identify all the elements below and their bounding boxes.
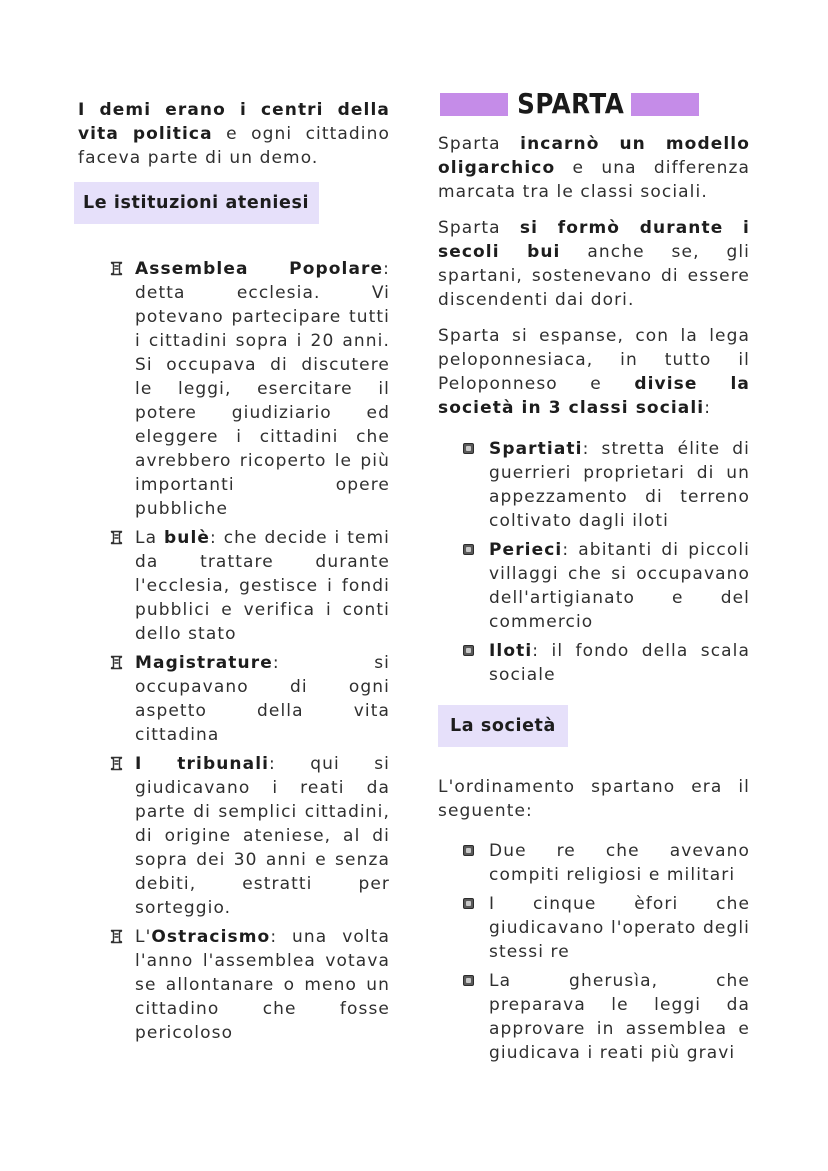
list-item-bule: La bulè: che decide i temi da trattare durante l'ecclesia, gestisce i fondi pubblici e verifica i conti dello stato <box>135 526 390 646</box>
scroll-icon <box>110 530 123 545</box>
left-column <box>78 98 390 1050</box>
heading-istituzioni-ateniesi: Le istituzioni ateniesi <box>74 182 319 224</box>
list-item-tribunali: I tribunali: qui si giudicavano i reati da parte di semplici cittadini, di origine ateniese, al di sopra dei 30 anni e senza debiti, estratti per sorteggio. <box>135 752 390 920</box>
scroll-icon <box>110 655 123 670</box>
paragraph-ordinamento: L'ordinamento spartano era il seguente: <box>438 777 750 821</box>
scroll-icon <box>110 756 123 771</box>
square-bullet-icon <box>463 544 474 555</box>
sparta-title-banner <box>438 86 750 124</box>
list-item-iloti: Iloti: il fondo della scala sociale <box>489 639 750 687</box>
ordinamento-list <box>438 839 750 1065</box>
demi-intro: I demi erano i centri della vita politica e ogni cittadino faceva parte di un demo. <box>78 100 390 168</box>
istituzioni-list <box>78 257 390 1045</box>
heading-la-societa: La società <box>438 705 568 747</box>
paragraph-espansione: Sparta si espanse, con la lega peloponnesiaca, in tutto il Peloponneso e divise la società in 3 classi sociali: <box>438 326 751 418</box>
title-bar-right <box>631 93 699 116</box>
title-bar-left <box>440 93 508 116</box>
list-item-efori: I cinque èfori che giudicavano l'operato degli stessi re <box>489 892 750 964</box>
list-item-gherusia: La gherusìa, che preparava le leggi da approvare in assemblea e giudicava i reati più gravi <box>489 969 750 1065</box>
list-item-perieci: Perieci: abitanti di piccoli villaggi che si occupavano dell'artigianato e del commercio <box>489 538 750 634</box>
square-bullet-icon <box>463 443 474 454</box>
square-bullet-icon <box>463 975 474 986</box>
list-item-due-re: Due re che avevano compiti religiosi e militari <box>489 839 750 887</box>
classi-sociali-list <box>438 437 750 687</box>
square-bullet-icon <box>463 645 474 656</box>
scroll-icon <box>110 929 123 944</box>
page-title: SPARTA <box>517 87 625 120</box>
paragraph-secoli-bui: Sparta si formò durante i secoli bui anche se, gli spartani, sostenevano di essere discendenti dai dori. <box>438 218 751 310</box>
scroll-icon <box>110 261 123 276</box>
square-bullet-icon <box>463 845 474 856</box>
square-bullet-icon <box>463 898 474 909</box>
list-item-ostracismo: L'Ostracismo: una volta l'anno l'assemblea votava se allontanare o meno un cittadino che fosse pericoloso <box>135 925 390 1045</box>
list-item-magistrature: Magistrature: si occupavano di ogni aspetto della vita cittadina <box>135 651 390 747</box>
paragraph-modello-oligarchico: Sparta incarnò un modello oligarchico e una differenza marcata tra le classi sociali. <box>438 134 750 202</box>
list-item-spartiati: Spartiati: stretta élite di guerrieri proprietari di un appezzamento di terreno coltivato dagli iloti <box>489 437 750 533</box>
list-item-assemblea: Assemblea Popolare: detta ecclesia. Vi potevano partecipare tutti i cittadini sopra i 20 anni. Si occupava di discutere le leggi, esercitare il potere giudiziario ed eleggere i cittadini che avrebbero ricoperto le più importanti opere pubbliche <box>135 257 390 521</box>
right-column <box>438 86 750 1070</box>
